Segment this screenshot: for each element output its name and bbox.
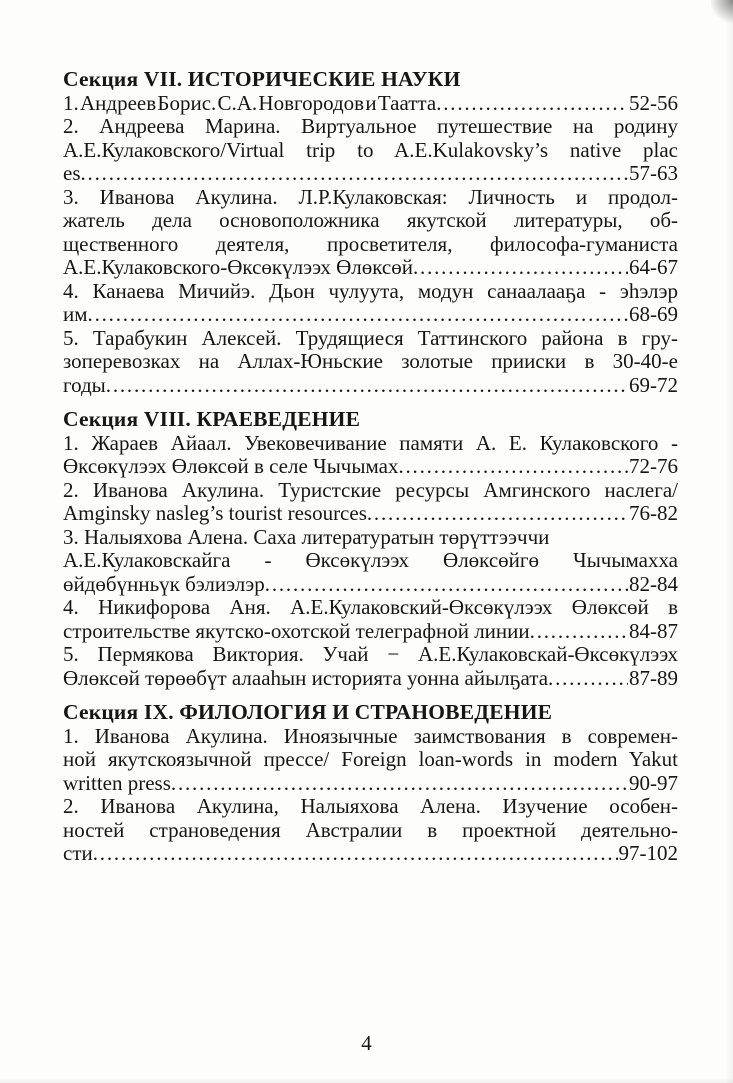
dot-leader <box>93 842 618 866</box>
toc-entry-line: 3. Налыяхова Алена. Саха литературатын төрүттээччи <box>63 524 550 549</box>
toc-entry-text: сти <box>63 841 93 865</box>
section-heading: Секция VII. ИСТОРИЧЕСКИЕ НАУКИ <box>63 67 461 91</box>
toc-entry-text: Өлөксөй төрөөбүт алааһын историята уонна айылҕата <box>63 665 549 690</box>
toc-content <box>63 68 678 866</box>
page-range: 84-87 <box>629 618 678 643</box>
toc-section-ix <box>63 701 678 866</box>
toc-entry-lastline <box>63 303 678 327</box>
toc-entry-lastline <box>63 667 678 691</box>
toc-entry-lastline <box>63 374 678 398</box>
scan-smudge <box>711 0 733 26</box>
dot-leader <box>530 620 628 644</box>
toc-entry-text: written press <box>63 770 171 795</box>
dot-leader <box>171 772 628 796</box>
toc-entry-line: А.Е.Кулаковскайга - Өксөкүлээх Өлөксөйгө Чычымахха <box>63 548 678 572</box>
toc-entry <box>63 115 678 186</box>
toc-entry-text: Amginsky nasleg’s tourist resources <box>63 501 367 525</box>
toc-entry <box>63 725 678 796</box>
toc-entry <box>63 432 678 479</box>
toc-entry-text: Өксөкүлээх Өлөксөй в селе Чычымах <box>63 454 399 478</box>
page-number: 4 <box>361 1031 372 1055</box>
section-heading: Секция VIII. КРАЕВЕДЕНИЕ <box>63 407 361 431</box>
page-range: 76-82 <box>629 501 678 525</box>
toc-entry-text: годы <box>63 372 106 397</box>
scan-edge-shadow-bottom <box>0 1078 733 1083</box>
page-range: 72-76 <box>629 454 678 478</box>
toc-entry <box>63 479 678 526</box>
toc-entry <box>63 596 678 643</box>
toc-entry-lastline <box>63 772 678 796</box>
toc-entry-line: 5. Пермякова Виктория. Учай − А.Е.Кулаковскай-Өксөкүлээх <box>63 642 678 666</box>
toc-entry <box>63 186 678 280</box>
toc-entry-text: им <box>63 302 88 326</box>
page-range: 90-97 <box>629 770 678 795</box>
toc-entry-line: 1. Иванова Акулина. Иноязычные заимствования в современ- <box>63 723 678 748</box>
toc-entry-lastline <box>63 620 678 644</box>
toc-entry-line: 4. Канаева Мичийэ. Дьон чулуута, модун санаалааҕа - эһэлэр <box>63 278 678 303</box>
toc-entry-text: А.Е.Кулаковского-Өксөкүлээх Өлөксөй <box>63 255 413 279</box>
page-range: 57-63 <box>629 161 678 185</box>
toc-entry-text: өйдөбүнньүк бэлиэлэр <box>63 571 265 596</box>
section-heading: Секция IX. ФИЛОЛОГИЯ И СТРАНОВЕДЕНИЕ <box>63 700 553 724</box>
toc-entry-line: 3. Иванова Акулина. Л.Р.Кулаковская: Личность и продол- <box>63 184 678 209</box>
page-range: 87-89 <box>629 665 678 690</box>
toc-entry-line: 2. Иванова Акулина. Туристские ресурсы Амгинского наслега/ <box>63 477 678 502</box>
toc-entry <box>63 795 678 866</box>
toc-entry <box>63 327 678 398</box>
toc-entry-line: 1. Жараев Айаал. Увековечивание памяти А. Е. Кулаковского - <box>63 430 678 455</box>
toc-entry <box>63 92 678 116</box>
toc-entry-text: 1. Андреев Борис. С.А. Новгородов и Таатта <box>63 90 437 115</box>
dot-leader <box>88 303 628 327</box>
page-range: 68-69 <box>629 302 678 326</box>
toc-entry-lastline <box>63 502 678 526</box>
page-range: 82-84 <box>629 571 678 596</box>
toc-entry-line: жатель дела основоположника якутской литературы, об- <box>63 208 678 232</box>
dot-leader <box>548 667 628 691</box>
dot-leader <box>265 573 628 597</box>
toc-entry-line: зоперевозках на Аллах-Юньские золотые прииски в 30-40-е <box>63 349 678 373</box>
toc-entry-lastline <box>63 162 678 186</box>
toc-entry <box>63 526 678 597</box>
toc-entry <box>63 280 678 327</box>
toc-entry-lastline <box>63 256 678 280</box>
toc-section-vii <box>63 68 678 397</box>
page-range: 69-72 <box>629 372 678 397</box>
toc-entry-line: 4. Никифорова Аня. А.Е.Кулаковский-Өксөкүлээх Өлөксөй в <box>63 595 678 619</box>
toc-section-viii <box>63 408 678 690</box>
dot-leader <box>106 374 628 398</box>
toc-entry-line: щественного деятеля, просветителя, философа-гуманиста <box>63 231 678 256</box>
toc-entry-text: es <box>63 161 81 185</box>
toc-entry-text: строительстве якутско-охотской телеграфной линии <box>63 618 530 643</box>
page-range: 97-102 <box>618 841 678 865</box>
toc-entry-line: ностей страноведения Австралии в проектной деятельно- <box>63 817 678 842</box>
toc-entry-line: ной якутскоязычной прессе/ Foreign loan-words in modern Yakut <box>63 747 678 771</box>
dot-leader <box>398 455 628 479</box>
toc-entry-line: 2. Андреева Марина. Виртуальное путешествие на родину <box>63 114 678 138</box>
toc-entry-line: А.Е.Кулаковского/Virtual trip to A.E.Kulakovsky’s native plac <box>63 137 678 162</box>
toc-entry-lastline <box>63 92 678 116</box>
dot-leader <box>413 256 628 280</box>
dot-leader <box>436 92 628 116</box>
toc-entry-line: 2. Иванова Акулина, Налыяхова Алена. Изучение особен- <box>63 794 678 818</box>
toc-entry-lastline <box>63 842 678 866</box>
toc-entry <box>63 643 678 690</box>
toc-entry-line: 5. Тарабукин Алексей. Трудящиеся Таттинского района в гру- <box>63 325 678 350</box>
dot-leader <box>81 162 629 186</box>
scan-edge-shadow <box>726 0 733 1083</box>
toc-entry-lastline <box>63 573 678 597</box>
toc-entry-lastline <box>63 455 678 479</box>
page-range: 52-56 <box>629 90 678 115</box>
dot-leader <box>367 502 628 526</box>
page-range: 64-67 <box>629 255 678 279</box>
